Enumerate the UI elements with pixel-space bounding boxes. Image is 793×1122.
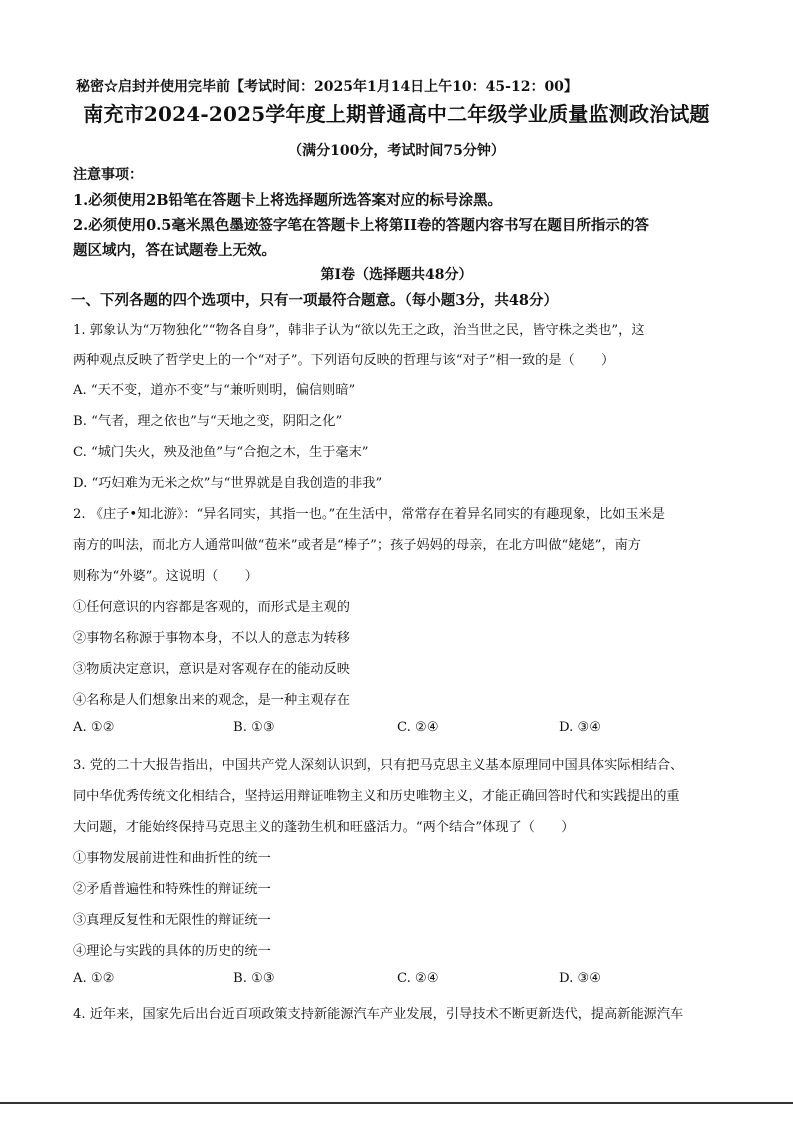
q2-stem-line: 则称为“外婆”。这说明（ ） [73, 569, 258, 584]
part-instruction: 一、下列各题的四个选项中，只有一项最符合题意。（每小题3分，共48分） [71, 292, 559, 309]
q1-option-b: B. “气者，理之依也”与“天地之变，阴阳之化” [73, 414, 343, 429]
q2-option-c: C. ②④ [397, 720, 439, 735]
q2-statement-2: ②事物名称源于事物本身，不以人的意志为转移 [73, 631, 350, 646]
q1-option-d: D. “巧妇难为无米之炊”与“世界就是自我创造的非我” [73, 476, 383, 491]
q2-statement-3: ③物质决定意识，意识是对客观存在的能动反映 [73, 662, 350, 677]
q3-option-a: A. ①② [73, 971, 115, 986]
q3-stem-line: 3. 党的二十大报告指出，中国共产党人深刻认识到，只有把马克思主义基本原理同中国具体实际相结合、 [73, 758, 684, 773]
q3-option-b: B. ①③ [233, 971, 275, 986]
page-bottom-rule [0, 1102, 793, 1104]
q2-stem-line: 南方的叫法，而北方人通常叫做“苞米”或者是“棒子”；孩子妈妈的母亲，在北方叫做“姥姥”，南方 [73, 538, 641, 553]
q2-option-b: B. ①③ [233, 720, 275, 735]
q4-stem-line: 4. 近年来，国家先后出台近百项政策支持新能源汽车产业发展，引导技术不断更新迭代，提高新能源汽车 [73, 1007, 684, 1022]
q2-option-d: D. ③④ [559, 720, 602, 735]
q3-statement-3: ③真理反复性和无限性的辩证统一 [73, 913, 271, 928]
q2-statement-1: ①任何意识的内容都是客观的，而形式是主观的 [73, 600, 350, 615]
q2-stem-line: 2. 《庄子•知北游》：“异名同实，其指一也。”在生活中，常常存在着异名同实的有趣现象，比如玉米是 [73, 507, 665, 522]
notice-item-2: 2.必须使用0.5毫米黑色墨迹签字笔在答题卡上将第II卷的答题内容书写在题目所指示的答 [73, 217, 649, 234]
q1-stem-line: 两种观点反映了哲学史上的一个“对子”。下列语句反映的哲理与该“对子”相一致的是（ ） [73, 353, 615, 368]
notice-heading: 注意事项： [73, 167, 143, 183]
page-subtitle: （满分100分，考试时间75分钟） [288, 143, 505, 159]
section-title: 第I卷（选择题共48分） [320, 267, 473, 283]
q1-option-c: C. “城门失火，殃及池鱼”与“合抱之木，生于毫末” [73, 445, 369, 460]
q2-option-a: A. ①② [73, 720, 115, 735]
notice-item-2-cont: 题区域内，答在试题卷上无效。 [73, 242, 276, 259]
q3-statement-4: ④理论与实践的具体的历史的统一 [73, 944, 271, 959]
q3-stem-line: 同中华优秀传统文化相结合，坚持运用辩证唯物主义和历史唯物主义，才能正确回答时代和实践提出的重 [73, 789, 680, 804]
q1-option-a: A. “天不变，道亦不变”与“兼听则明，偏信则暗” [73, 383, 356, 398]
q3-stem-line: 大问题，才能始终保持马克思主义的蓬勃生机和旺盛活力。“两个结合”体现了（ ） [73, 820, 575, 835]
secret-line: 秘密☆启封并使用完毕前【考试时间：2025年1月14日上午10：45-12：00】 [76, 79, 578, 95]
q3-statement-2: ②矛盾普遍性和特殊性的辩证统一 [73, 882, 271, 897]
notice-item-1: 1.必须使用2B铅笔在答题卡上将选择题所选答案对应的标号涂黑。 [73, 192, 502, 209]
q1-stem-line: 1. 郭象认为“万物独化”“物各自身”，韩非子认为“欲以先王之政，治当世之民，皆守株之类也”，这 [73, 323, 645, 338]
q3-statement-1: ①事物发展前进性和曲折性的统一 [73, 851, 271, 866]
q3-option-c: C. ②④ [397, 971, 439, 986]
q2-statement-4: ④名称是人们想象出来的观念，是一种主观存在 [73, 693, 350, 708]
q3-option-d: D. ③④ [559, 971, 602, 986]
page-title: 南充市2024-2025学年度上期普通高中二年级学业质量监测政治试题 [83, 102, 710, 126]
